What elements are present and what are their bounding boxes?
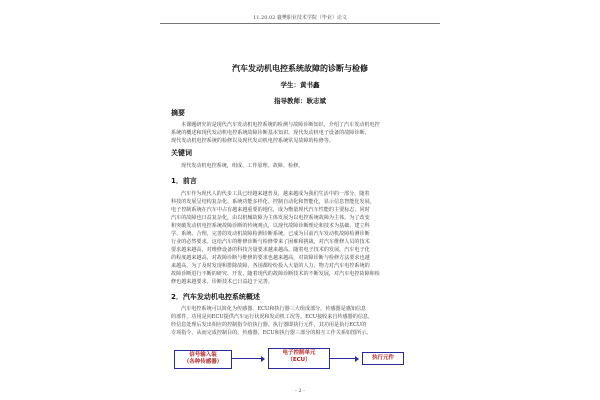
author-line: 学生：黄书鑫 [280,81,320,89]
advisor-line: 指导教师：耿志斌 [274,97,326,105]
input-device-box [174,350,232,369]
ecu-box-line2: （ECU） [287,357,311,363]
section2-line: 的部件，功用是向ECU提供汽车运行状况和发动机工况等。ECU接收来自传感器的信息， [171,314,374,320]
intro-body [171,190,429,286]
abstract-heading: 摘要 [171,109,185,117]
section2-body [171,305,429,337]
intro-line: 来越高，为了及时发现和排除故障，各国都纷纷投入大量的人力、物力对汽车电控系统的 [171,263,370,269]
intro-line: 汽车作为现代人的代步工具已经越来越普及，越来越成为我们生活中的一部分，随着 [181,191,370,197]
input-box-line2: （各种传感器） [183,359,223,365]
abstract-line: 本课题研究的是现代汽车发动机电控系统的检测与故障诊断知识，介绍了汽车发动机电控 [181,122,380,128]
keywords-text: 现代发动机电控系统，组成、工作原理、故障、检修。 [181,163,304,169]
abstract-line: 系统的概述和现代发动机电控系统故障诊断基本知识、现代发动机电子设备的故障诊断、 [171,130,370,136]
arrow-input-to-ecu [232,358,264,359]
abstract-line: 现代发动机电控系统的检修以及现代发动机电控系统常见故障的检修等。 [171,138,335,144]
arrow-ecu-to-actuator [330,358,358,359]
intro-line: 行业的必然要求。这给汽车的维修诊断与检修带来了困难和挑战，对汽车维修人员的技术 [171,239,370,245]
intro-line: 汽车的故障也日益复杂化，由以机械故障为主体发展为以电控系统故障为主体。为了改变 [171,215,370,221]
intro-line: 电子控制系统在汽车中占有越来越重要的地位，成为衡量现代汽车性能的主要标志，同时 [171,207,370,213]
section2-line: 专项指令，从而完成控制目的。传感器、ECU和执行器三部分的相互工作关系如图所示。 [171,330,372,336]
running-header: 11.20.02 襄樊职业技术学院（毕业）论文 [253,15,347,21]
intro-line: 学、系统、合理、完善的发动机故障检测诊断系统，已成为目前汽车发动机故障检测诊断 [171,231,370,237]
intro-line: 要求越来越高，对维修设备的科技含量要求越来越高。随着电子技术的发展，汽车电子化 [171,247,370,253]
keywords-body [171,162,429,170]
section2-line: 汽车电控系统可以简化为传感器、ECU和执行器三大组成部分。传感器是感知信息 [181,306,367,312]
intro-line: 的程度越来越高，对故障诊断与维修的要求也越来越高，对故障诊断与检修方法要求也越 [171,255,370,261]
sensor-ecu-actuator-diagram [170,346,430,376]
section2-line: 经信息处理后发出相应的控制指令给执行器。执行器即执行元件，其功用是执行ECU的 [171,322,367,328]
abstract-body [171,121,429,145]
input-box-line1: 信号输入装 [189,352,217,358]
intro-line: 科技的发展呈结构复杂化、系统功能多样化、控制自动化和智能化，显示信息智能化发展。 [171,199,375,205]
keywords-heading: 关键词 [171,149,192,157]
actuator-box: 执行元件 [362,352,404,365]
intro-line: 故障诊断进行不断的研究、开发，随着现代的故障诊断技术的不断发展，对汽车电控故障和检 [171,271,380,277]
ecu-box-line1: 电子控制单元 [282,350,316,356]
header-rule [160,23,440,24]
intro-line: 修也越来越要求，诊断技术已日益趋于完善。 [171,279,273,285]
ecu-box [268,348,330,369]
intro-line: 和突破发动机电控系统故障诊断的传统观点，以现代故障诊断理论和技术为基础，建立科 [171,223,370,229]
page-number: - 2 - [295,388,305,394]
intro-heading: 1．前言 [171,177,197,185]
section2-heading: 2．汽车发动机电控系统概述 [171,293,260,301]
paper-title: 汽车发动机电控系统故障的诊断与检修 [232,64,368,73]
